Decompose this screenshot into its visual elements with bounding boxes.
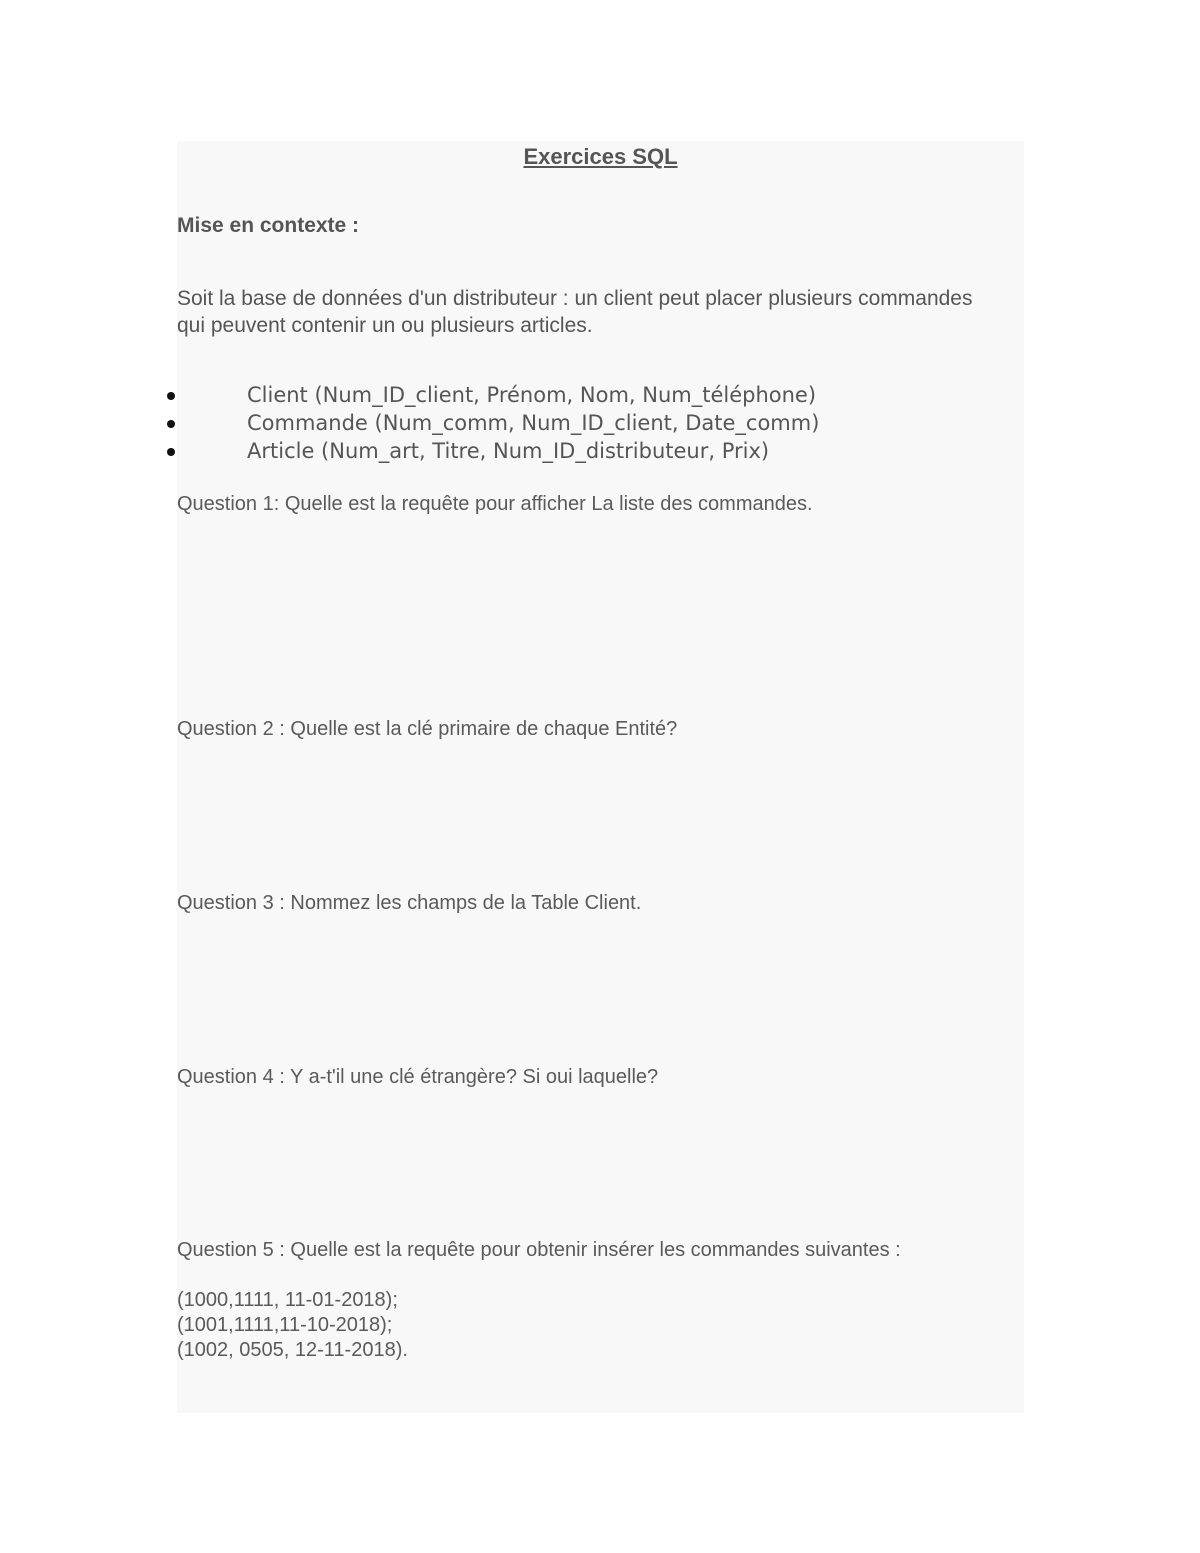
document-page: [177, 141, 1024, 1413]
bullet-icon: [167, 392, 175, 400]
bullet-icon: [167, 448, 175, 456]
entity-item-article: [167, 437, 819, 465]
entity-item-client: [167, 381, 819, 409]
entity-list: [167, 381, 819, 465]
insert-value-line: (1002, 0505, 12-11-2018).: [177, 1339, 408, 1361]
context-heading: Mise en contexte :: [177, 214, 360, 237]
entity-label: Article (Num_art, Titre, Num_ID_distributeur, Prix): [247, 439, 770, 463]
insert-values-list: [177, 1288, 408, 1363]
question-1: Question 1: Quelle est la requête pour afficher La liste des commandes.: [177, 493, 813, 515]
entity-label: Client (Num_ID_client, Prénom, Nom, Num_téléphone): [247, 383, 817, 407]
question-5: Question 5 : Quelle est la requête pour obtenir insérer les commandes suivantes :: [177, 1239, 901, 1261]
question-3: Question 3 : Nommez les champs de la Table Client.: [177, 892, 642, 914]
insert-value-line: (1000,1111, 11-01-2018);: [177, 1289, 398, 1311]
entity-item-commande: [167, 409, 819, 437]
question-2: Question 2 : Quelle est la clé primaire de chaque Entité?: [177, 718, 678, 740]
context-paragraph: Soit la base de données d'un distributeur : un client peut placer plusieurs commandes qui peuvent contenir un ou plusieurs articles.: [177, 287, 973, 337]
bullet-icon: [167, 420, 175, 428]
document-title: Exercices SQL: [523, 144, 678, 169]
question-4: Question 4 : Y a-t'il une clé étrangère? Si oui laquelle?: [177, 1066, 659, 1088]
entity-label: Commande (Num_comm, Num_ID_client, Date_comm): [247, 411, 820, 435]
insert-value-line: (1001,1111,11-10-2018);: [177, 1314, 393, 1336]
